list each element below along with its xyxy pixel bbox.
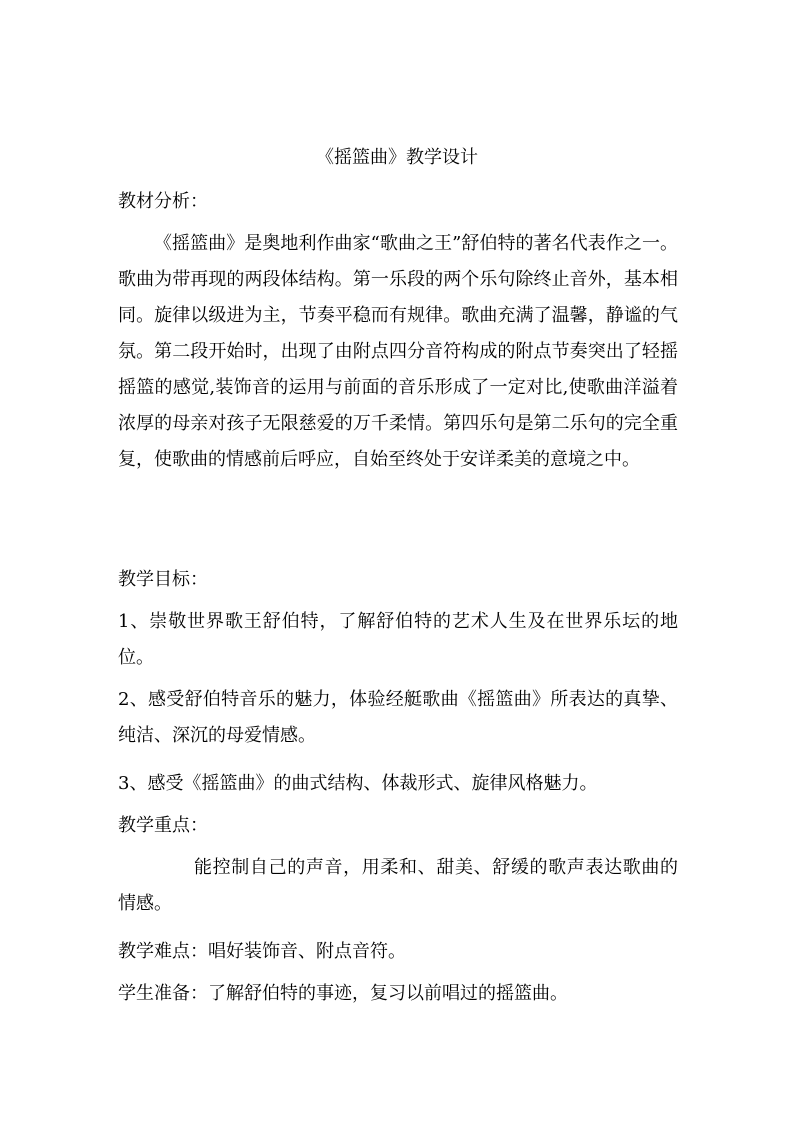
goal-item-3: 3、感受《摇篮曲》的曲式结构、体裁形式、旋律风格魅力。	[118, 773, 598, 794]
key-points-body: 能控制自己的声音，用柔和、甜美、舒缓的歌声表达歌曲的情感。	[118, 857, 678, 914]
analysis-body: 《摇篮曲》是奥地利作曲家“歌曲之王”舒伯特的著名代表作之一。歌曲为带再现的两段体结构。第一乐段的两个乐句除终止音外，基本相同。旋律以级进为主，节奏平稳而有规律。歌曲充满了温馨，静谧的气氛。第二段开始时，出现了由附点四分音符构成的附点节奏突出了轻摇摇篮的感觉,装饰音的运用与前面的音乐形成了一定对比,使歌曲洋溢着浓厚的母亲对孩子无限慈爱的万千柔情。第四乐句是第二乐句的完全重复，使歌曲的情感前后呼应，自始至终处于安详柔美的意境之中。	[118, 233, 678, 470]
preparation-line: 学生准备：了解舒伯特的事迹，复习以前唱过的摇篮曲。	[118, 983, 568, 1004]
goal-item-2: 2、感受舒伯特音乐的魅力，体验经艇歌曲《摇篮曲》所表达的真挚、纯洁、深沉的母爱情感。	[118, 689, 678, 746]
difficulties-line: 教学难点：唱好装饰音、附点音符。	[118, 941, 406, 962]
goals-heading: 教学目标：	[118, 569, 208, 590]
document-title: 《摇篮曲》教学设计	[316, 147, 478, 168]
key-points-heading: 教学重点：	[118, 815, 208, 836]
analysis-heading: 教材分析：	[118, 191, 208, 212]
goal-item-1: 1、崇敬世界歌王舒伯特，了解舒伯特的艺术人生及在世界乐坛的地位。	[118, 611, 678, 668]
